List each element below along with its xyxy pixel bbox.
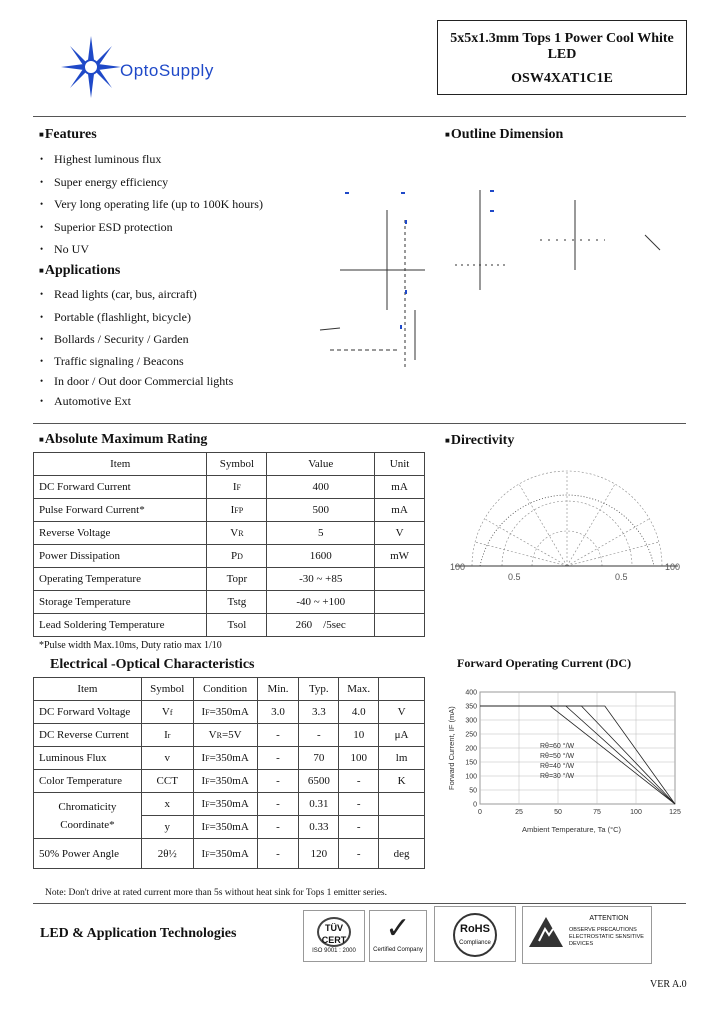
cell: 0.33 bbox=[299, 816, 339, 839]
tuv-seal-icon: TÜV CERT bbox=[317, 917, 351, 947]
cell: Power Dissipation bbox=[34, 545, 207, 568]
symbol-sub: D bbox=[237, 552, 243, 561]
cell: 100 bbox=[339, 747, 379, 770]
cell bbox=[375, 568, 425, 591]
legend-label: Rθ=60 °/W bbox=[540, 743, 575, 750]
cell: Topr bbox=[207, 568, 267, 591]
cell: v bbox=[141, 747, 193, 770]
title-line1: 5x5x1.3mm Tops 1 Power Cool White bbox=[450, 31, 674, 46]
cell: Tsol bbox=[207, 614, 267, 637]
cond-sub: F bbox=[205, 754, 210, 763]
y-tick-label: 200 bbox=[465, 745, 477, 753]
rohs-label: RoHS bbox=[460, 923, 490, 935]
list-item: • No UV bbox=[40, 238, 263, 261]
symbol-sub: R bbox=[238, 529, 244, 538]
legend-label: Rθ=40 °/W bbox=[540, 763, 575, 770]
cell: 70 bbox=[299, 747, 339, 770]
cell: μA bbox=[379, 724, 425, 747]
table-row bbox=[34, 724, 425, 747]
y-tick-label: 300 bbox=[465, 717, 477, 725]
rohs-sub: Compliance bbox=[459, 940, 491, 946]
x-tick-label: 75 bbox=[593, 809, 601, 816]
cell: mA bbox=[375, 499, 425, 522]
list-item: • In door / Out door Commercial lights bbox=[40, 371, 233, 391]
cond-sub: R bbox=[216, 731, 222, 740]
cell: 10 bbox=[339, 724, 379, 747]
cell: - bbox=[339, 770, 379, 793]
cond: I bbox=[201, 775, 206, 787]
cell bbox=[193, 770, 257, 793]
cell: deg bbox=[379, 839, 425, 869]
cell: CCT bbox=[141, 770, 193, 793]
abs-max-heading: ■ Absolute Maximum Rating bbox=[39, 432, 207, 448]
abs-max-footnote: *Pulse width Max.10ms, Duty ratio max 1/10 bbox=[39, 640, 222, 651]
features-heading: ■ Features bbox=[39, 127, 97, 143]
y-tick-label: 150 bbox=[465, 759, 477, 767]
cell bbox=[193, 747, 257, 770]
cell: - bbox=[339, 793, 379, 816]
cell: - bbox=[257, 793, 299, 816]
header-cell: Min. bbox=[257, 678, 299, 701]
table-row bbox=[34, 568, 425, 591]
cond: I bbox=[201, 821, 206, 833]
tuv-badge bbox=[303, 910, 365, 962]
symbol: I bbox=[232, 481, 237, 493]
list-item: • Automotive Ext bbox=[40, 391, 233, 411]
cell: - bbox=[257, 839, 299, 869]
x-tick-label: 50 bbox=[554, 809, 562, 816]
x-tick-label: 100 bbox=[630, 809, 642, 816]
y-tick-label: 350 bbox=[465, 703, 477, 711]
cell: x bbox=[141, 793, 193, 816]
title-line2: LED bbox=[547, 47, 577, 62]
cell: 500 bbox=[267, 499, 375, 522]
cond-val: =5V bbox=[221, 729, 242, 741]
table-row bbox=[34, 770, 425, 793]
legend-label: Rθ=30 °/W bbox=[540, 773, 575, 780]
list-item: • Bollards / Security / Garden bbox=[40, 328, 233, 351]
footer-note: Note: Don't drive at rated current more than 5s without heat sink for Tops 1 emitter series. bbox=[45, 888, 387, 898]
cell: mW bbox=[375, 545, 425, 568]
list-item: • Traffic signaling / Beacons bbox=[40, 351, 233, 371]
iso-label: ISO 9001 : 2000 bbox=[312, 948, 356, 954]
table-row bbox=[34, 839, 425, 869]
cell: Storage Temperature bbox=[34, 591, 207, 614]
table-row bbox=[34, 793, 425, 816]
cell: 400 bbox=[267, 476, 375, 499]
cell: - bbox=[339, 816, 379, 839]
cell bbox=[193, 793, 257, 816]
symbol-sub: f bbox=[169, 708, 173, 717]
cond-val: =350mA bbox=[209, 821, 249, 833]
cond-val: =350mA bbox=[209, 847, 249, 860]
cell: Chromaticity Coordinate* bbox=[34, 793, 142, 839]
table-row bbox=[34, 614, 425, 637]
symbol-sub: F bbox=[236, 483, 241, 492]
symbol: I bbox=[230, 504, 235, 516]
cell: Lead Soldering Temperature bbox=[34, 614, 207, 637]
cell bbox=[193, 839, 257, 869]
series-line bbox=[480, 706, 675, 804]
cell: V bbox=[375, 522, 425, 545]
cond-val: =350mA bbox=[209, 775, 249, 787]
cell bbox=[207, 545, 267, 568]
directivity-tick: 0.5 bbox=[615, 572, 628, 582]
y-tick-label: 400 bbox=[465, 689, 477, 697]
cell: Luminous Flux bbox=[34, 747, 142, 770]
esd-attention-badge bbox=[522, 906, 652, 964]
symbol-sub: FP bbox=[234, 506, 244, 515]
cond: I bbox=[201, 752, 206, 764]
version-label: VER A.0 bbox=[650, 979, 687, 990]
header-divider bbox=[33, 116, 686, 117]
cell: Operating Temperature bbox=[34, 568, 207, 591]
cell bbox=[193, 816, 257, 839]
symbol: I bbox=[164, 729, 168, 741]
cell: -30 ~ +85 bbox=[267, 568, 375, 591]
cell bbox=[141, 724, 193, 747]
cond-sub: F bbox=[205, 849, 210, 859]
cell: Color Temperature bbox=[34, 770, 142, 793]
cond-sub: F bbox=[205, 800, 210, 809]
symbol-sub: r bbox=[167, 731, 171, 740]
table-header-row bbox=[34, 678, 425, 701]
cell bbox=[379, 793, 425, 816]
cell: 3.0 bbox=[257, 701, 299, 724]
y-axis-label: Forward Current, IF (mA) bbox=[447, 706, 456, 790]
attention-title: ATTENTION bbox=[589, 915, 629, 922]
cell: mA bbox=[375, 476, 425, 499]
series-line bbox=[480, 706, 675, 804]
cell: Reverse Voltage bbox=[34, 522, 207, 545]
cell: DC Forward Voltage bbox=[34, 701, 142, 724]
header-cell: Item bbox=[34, 453, 207, 476]
footer-divider bbox=[33, 903, 686, 904]
cond: V bbox=[208, 729, 217, 741]
abs-max-table bbox=[33, 452, 425, 637]
outline-drawing bbox=[305, 180, 685, 380]
cell: 260 /5sec bbox=[267, 614, 375, 637]
table-row bbox=[34, 476, 425, 499]
company-tagline: LED & Application Technologies bbox=[40, 926, 237, 941]
cell: V bbox=[379, 701, 425, 724]
rohs-seal-icon bbox=[453, 913, 497, 957]
cell bbox=[141, 701, 193, 724]
table-row bbox=[34, 545, 425, 568]
cond: I bbox=[201, 706, 206, 718]
directivity-heading: ■ Directivity bbox=[445, 433, 514, 449]
cell bbox=[193, 724, 257, 747]
y-tick-label: 250 bbox=[465, 731, 477, 739]
series-line bbox=[480, 706, 675, 804]
y-tick-label: 0 bbox=[473, 801, 477, 809]
cell: - bbox=[257, 770, 299, 793]
legend-label: Rθ=50 °/W bbox=[540, 753, 575, 760]
title-box bbox=[437, 20, 687, 95]
certified-label: Certified Company bbox=[373, 947, 423, 953]
cell: 4.0 bbox=[339, 701, 379, 724]
cell bbox=[375, 614, 425, 637]
optosupply-logo-icon bbox=[56, 36, 126, 98]
directivity-chart bbox=[450, 470, 685, 585]
list-item: • Highest luminous flux bbox=[40, 148, 263, 171]
x-tick-label: 125 bbox=[669, 809, 681, 816]
directivity-right-label: 100 bbox=[665, 562, 681, 572]
table-header-row bbox=[34, 453, 425, 476]
certified-badge bbox=[369, 910, 427, 962]
eo-heading: Electrical -Optical Characteristics bbox=[50, 657, 255, 672]
checkmark-icon: ✓ bbox=[385, 912, 411, 945]
header-cell: Symbol bbox=[141, 678, 193, 701]
cell: - bbox=[299, 724, 339, 747]
cell: 120 bbox=[299, 839, 339, 869]
forward-current-chart bbox=[440, 680, 685, 840]
list-item: • Very long operating life (up to 100K hours) bbox=[40, 193, 263, 216]
table-row bbox=[34, 591, 425, 614]
cell bbox=[193, 701, 257, 724]
applications-heading: ■ Applications bbox=[39, 263, 120, 279]
rohs-badge bbox=[434, 906, 516, 962]
cell: 1600 bbox=[267, 545, 375, 568]
table-row bbox=[34, 522, 425, 545]
cond-val: =350mA bbox=[209, 752, 249, 764]
x-axis-label: Ambient Temperature, Ta (°C) bbox=[522, 825, 622, 834]
header-cell: Typ. bbox=[299, 678, 339, 701]
cond: I bbox=[201, 847, 206, 860]
cond-val: =350mA bbox=[209, 706, 249, 718]
table-row bbox=[34, 499, 425, 522]
features-list bbox=[40, 148, 263, 261]
y-tick-label: 50 bbox=[469, 787, 477, 795]
cell: K bbox=[379, 770, 425, 793]
header-cell bbox=[379, 678, 425, 701]
symbol: P bbox=[230, 550, 238, 562]
cell: 0.31 bbox=[299, 793, 339, 816]
cell: 50% Power Angle bbox=[34, 839, 142, 869]
list-item: • Super energy efficiency bbox=[40, 171, 263, 194]
brand-name: OptoSupply bbox=[120, 61, 214, 80]
cond-sub: F bbox=[205, 823, 210, 832]
cell: 5 bbox=[267, 522, 375, 545]
cell: y bbox=[141, 816, 193, 839]
directivity-left-label: 100 bbox=[450, 562, 466, 572]
outline-heading: ■ Outline Dimension bbox=[445, 127, 563, 143]
cell: DC Reverse Current bbox=[34, 724, 142, 747]
part-number: OSW4XAT1C1E bbox=[511, 71, 613, 86]
table-row bbox=[34, 701, 425, 724]
cell: Tstg bbox=[207, 591, 267, 614]
series-line bbox=[480, 706, 675, 804]
header-cell: Symbol bbox=[207, 453, 267, 476]
header-cell: Unit bbox=[375, 453, 425, 476]
cell: Pulse Forward Current* bbox=[34, 499, 207, 522]
section-divider bbox=[33, 423, 686, 424]
symbol: V bbox=[230, 527, 239, 539]
cond-sub: F bbox=[205, 777, 210, 786]
y-tick-label: 100 bbox=[465, 773, 477, 781]
cell: - bbox=[257, 816, 299, 839]
directivity-tick: 0.5 bbox=[508, 572, 521, 582]
table-row bbox=[34, 747, 425, 770]
cell bbox=[207, 522, 267, 545]
x-tick-label: 0 bbox=[478, 809, 482, 816]
cell bbox=[379, 816, 425, 839]
cell: 6500 bbox=[299, 770, 339, 793]
cond-sub: F bbox=[205, 708, 210, 717]
cell: -40 ~ +100 bbox=[267, 591, 375, 614]
forward-chart-heading: Forward Operating Current (DC) bbox=[457, 656, 632, 670]
cell: 3.3 bbox=[299, 701, 339, 724]
header-cell: Value bbox=[267, 453, 375, 476]
header-cell: Item bbox=[34, 678, 142, 701]
cell: - bbox=[257, 747, 299, 770]
cell: 2θ½ bbox=[141, 839, 193, 869]
symbol: V bbox=[161, 706, 170, 718]
header-cell: Max. bbox=[339, 678, 379, 701]
list-item: • Read lights (car, bus, aircraft) bbox=[40, 283, 233, 306]
x-tick-label: 25 bbox=[515, 809, 523, 816]
list-item: • Portable (flashlight, bicycle) bbox=[40, 306, 233, 329]
cell bbox=[375, 591, 425, 614]
attention-body: OBSERVE PRECAUTIONS ELECTROSTATIC SENSITIVE DEVICES bbox=[569, 927, 644, 947]
cond-val: =350mA bbox=[209, 798, 249, 810]
cell: DC Forward Current bbox=[34, 476, 207, 499]
cell: lm bbox=[379, 747, 425, 770]
eo-table bbox=[33, 677, 425, 869]
cell: - bbox=[339, 839, 379, 869]
applications-list bbox=[40, 283, 233, 411]
cond: I bbox=[201, 798, 206, 810]
esd-warning-icon bbox=[527, 915, 565, 949]
cell bbox=[207, 499, 267, 522]
cell bbox=[207, 476, 267, 499]
list-item: • Superior ESD protection bbox=[40, 216, 263, 239]
cell: - bbox=[257, 724, 299, 747]
header-cell: Condition bbox=[193, 678, 257, 701]
